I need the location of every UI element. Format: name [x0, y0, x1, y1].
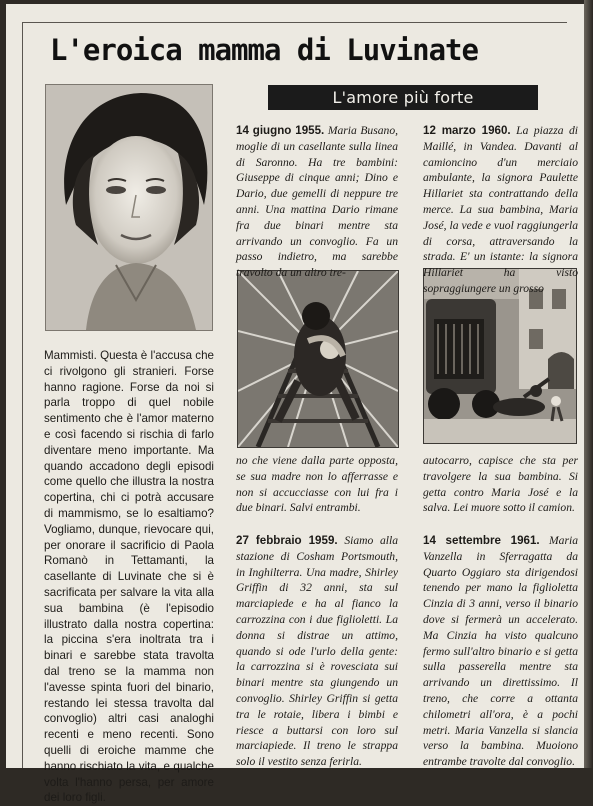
page-edge-shadow: [584, 0, 593, 768]
article-subtitle: L'amore più forte: [332, 88, 474, 107]
story-4-date: 14 settembre 1961.: [423, 534, 540, 547]
story-3: [236, 533, 398, 770]
portrait-illustration: [46, 85, 212, 330]
story-2-text-top: La piazza di Maillé, in Vandea. Davanti al camioncino d'un merciaio ambulante, la signora Paulette Hillariet sta contrattando della merce. La sua bambina, Maria José, la vede e vuol raggiungerla di corsa, attraversando la strada. E' un istante: la signora Hillariet ha visto sopraggiungere un grosso: [423, 124, 578, 295]
story-1-part-1: [236, 123, 398, 281]
top-rule: [22, 22, 567, 23]
story-2-date: 12 marzo 1960.: [423, 124, 511, 137]
article-intro: Mammisti. Questa è l'accusa che ci rivolgono gli stranieri. Forse hanno ragione. Forse da noi si parla troppo di quel nobile sentimento che è l'amor materno e così facendo si rischia di farlo diventare meno importante. Ma quando accadono degli episodi come quello che illustra la nostra copertina, chi ci potrà accusare di mammismo, se lo esaltiamo? Vogliamo, dunque, rievocare qui, per onorare il sacrificio di Paola Romanò in Tettamanti, la casellante di Luvinate che si è sacrificata per salvare la vita alla sua bambina (è l'episodio illustrato dalla nostra copertina: la piccina s'era inoltrata tra i binari e sarebbe stata travolta dal treno se la mamma non l'avesse spinta fuori del binario, restando lei stessa travolta dal convoglio) altri casi analoghi recenti e meno recenti. Sono quelli di eroiche mamme che hanno rischiato la vita, e qualche volta l'hanno persa, per amore dei loro figli.: [44, 349, 214, 805]
rescue-illustration-tracks: [237, 270, 399, 448]
story-2-part-2: [423, 453, 578, 516]
story-4: [423, 533, 578, 770]
story-4-text: Maria Vanzella in Sferragatta da Quarto Oggiaro sta dirigendosi tenendo per mano la figlioletta Cinzia di 3 anni, verso il binario dove si fermerà un accelerato. Ma Cinzia ha visto qualcuno fermo sull'altro binario e si getta sulla passerella mentre sta arrivando un direttissimo. Il treno, che corre a ottanta chilometri all'ora, è a pochi metri. Maria Vanzella si slancia verso la bambina. Muoiono entrambe travolte dal convoglio.: [423, 534, 578, 769]
article-title: L'eroica mamma di Luvinate: [50, 33, 478, 67]
portrait-photo: [45, 84, 213, 331]
rescue-illustration-tracks-art: [238, 271, 398, 447]
story-2-text-bottom: autocarro, capisce che sta per travolgere la sua bambina. Si getta contro Maria José e la salva. Lei muore sotto il camion.: [423, 454, 578, 515]
story-1-date: 14 giugno 1955.: [236, 124, 325, 137]
story-1-text-top: Maria Busano, moglie di un casellante sulla linea di Saronno. Ha tre bambini: Giuseppe di cinque anni; Dino e Dario, due gemelli di neppure tre anni. Una mattina Dario rimane fra due binari mentre sta arrivando un convoglio. Fa un passo indietro, ma sarebbe travolto da un altro tre-: [236, 124, 399, 280]
left-rule: [22, 22, 23, 768]
story-1-part-2: [236, 453, 398, 516]
story-1-text-bottom: no che viene dalla parte opposta, se sua madre non lo afferrasse e non si accucciasse con lui fra i due binari. Salvi entrambi.: [236, 454, 398, 515]
story-3-date: 27 febbraio 1959.: [236, 534, 338, 547]
story-2-part-1: [423, 123, 578, 297]
article-subtitle-banner: [268, 85, 538, 110]
story-3-text: Siamo alla stazione di Cosham Portsmouth, in Inghilterra. Una madre, Shirley Griffin di 32 anni, sta sul marciapiede e ha al fianco la carrozzina con i due figlioletti. La donna si distrae un attimo, quando si ode l'urlo della gente: la carrozzina si è rovesciata sui binari mentre sta giungendo un convoglio. Shirley Griffin si getta tra le rotaie, libera i bimbi e riesce a buttarsi con loro sul marciapiede. Il treno le strappa solo il vestito senza ferirla.: [236, 534, 399, 769]
